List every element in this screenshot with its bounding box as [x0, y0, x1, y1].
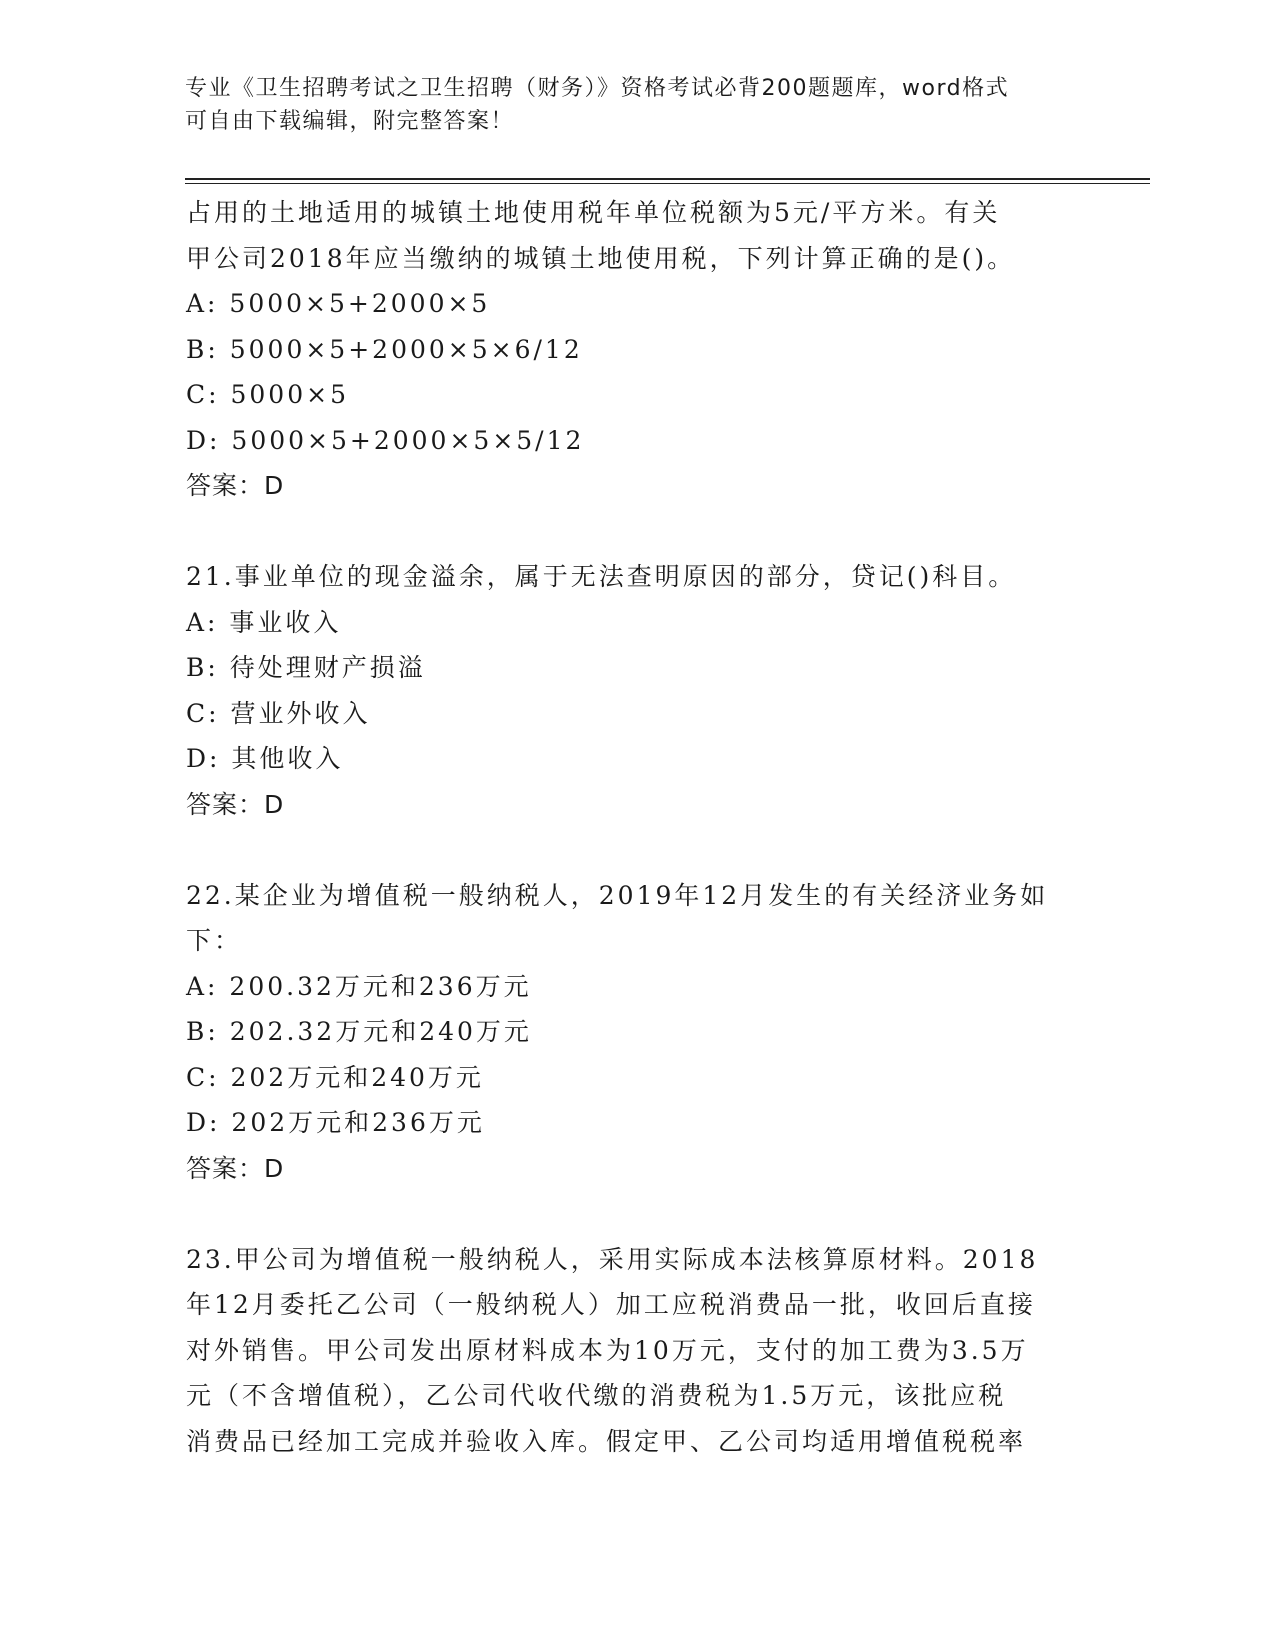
option-d: D: 其他收入	[186, 744, 344, 773]
question-stem-line: 21.事业单位的现金溢余，属于无法查明原因的部分，贷记()科目。	[186, 562, 1017, 591]
option-b: B: 待处理财产损溢	[186, 653, 426, 682]
question-stem-line: 消费品已经加工完成并验收入库。假定甲、乙公司均适用增值税税率	[186, 1426, 1027, 1456]
header-line-1: 专业《卫生招聘考试之卫生招聘（财务）》资格考试必背200题题库，word格式	[185, 76, 1010, 101]
question-22	[186, 873, 1086, 1192]
option-d: D: 5000×5+2000×5×5/12	[186, 425, 585, 455]
question-stem-line: 下：	[186, 926, 243, 955]
answer-line: 答案：D	[186, 471, 285, 500]
question-stem-line: 年12月委托乙公司（一般纳税人）加工应税消费品一批，收回后直接	[186, 1290, 1036, 1319]
option-b: B: 5000×5+2000×5×6/12	[186, 334, 583, 364]
document-header	[185, 72, 1085, 138]
question-stem-line: 对外销售。甲公司发出原材料成本为10万元，支付的加工费为3.5万	[186, 1335, 1029, 1365]
answer-line: 答案：D	[186, 789, 285, 819]
question-stem-line: 23.甲公司为增值税一般纳税人，采用实际成本法核算原材料。2018	[186, 1244, 1039, 1274]
question-spacer	[186, 827, 1086, 873]
question-20	[186, 190, 1086, 509]
header-divider-thin	[185, 183, 1150, 184]
question-spacer	[186, 1191, 1086, 1237]
document-body	[186, 190, 1086, 1464]
header-line-2: 可自由下载编辑，附完整答案！	[185, 109, 515, 134]
header-divider-thick	[185, 178, 1150, 180]
question-stem-line: 元（不含增值税），乙公司代收代缴的消费税为1.5万元，该批应税	[186, 1381, 1007, 1410]
question-spacer	[186, 509, 1086, 555]
option-c: C: 202万元和240万元	[186, 1062, 484, 1092]
option-b: B: 202.32万元和240万元	[186, 1017, 532, 1046]
option-a: A: 事业收入	[186, 607, 342, 637]
option-a: A: 5000×5+2000×5	[186, 289, 491, 318]
option-c: C: 营业外收入	[186, 698, 371, 728]
answer-line: 答案：D	[186, 1153, 285, 1183]
question-stem-line: 占用的土地适用的城镇土地使用税年单位税额为5元/平方米。有关	[186, 198, 1001, 227]
option-c: C: 5000×5	[186, 380, 349, 409]
option-a: A: 200.32万元和236万元	[186, 971, 532, 1001]
question-stem-line: 甲公司2018年应当缴纳的城镇土地使用税，下列计算正确的是()。	[186, 243, 1016, 273]
question-23	[186, 1237, 1086, 1465]
question-stem-line: 22.某企业为增值税一般纳税人，2019年12月发生的有关经济业务如	[186, 880, 1049, 910]
question-21	[186, 554, 1086, 827]
option-d: D: 202万元和236万元	[186, 1108, 485, 1137]
